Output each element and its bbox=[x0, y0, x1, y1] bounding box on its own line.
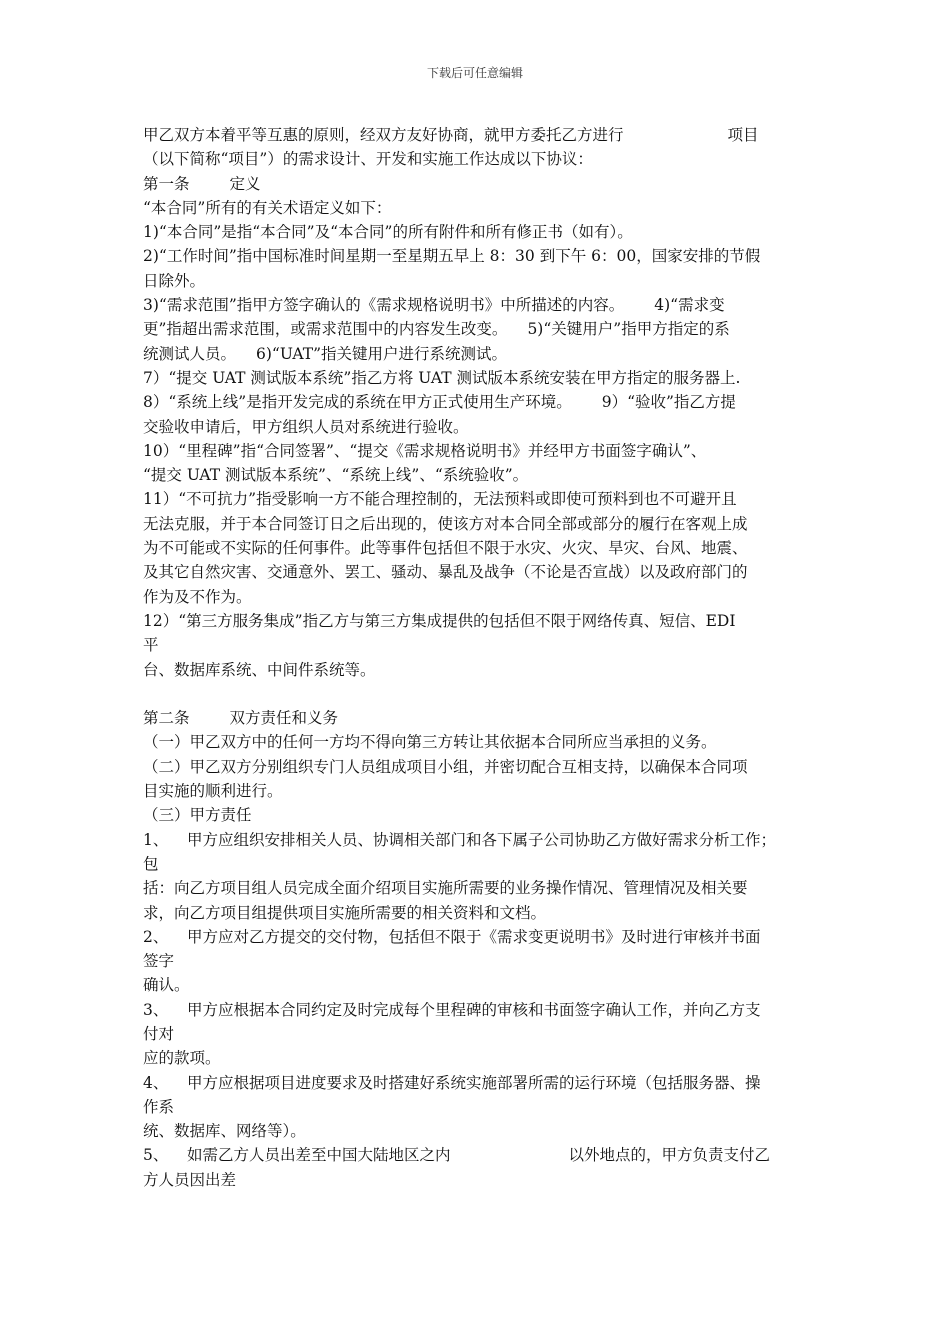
definition-line: 日除外。 bbox=[143, 271, 206, 290]
item-text: 甲方应根据项目进度要求及时搭建好系统实施部署所需的运行环境（包括服务器、操 bbox=[187, 1073, 761, 1092]
definition-line bbox=[143, 293, 811, 317]
definition-text: 3)“需求范围”指甲方签字确认的《需求规格说明书》中所描述的内容。 bbox=[143, 296, 625, 315]
item-number: 2、 bbox=[143, 927, 169, 946]
list-item-cont: 方人员因出差 bbox=[143, 1170, 237, 1189]
list-item-cont: 作系 bbox=[143, 1097, 175, 1116]
list-item bbox=[143, 1071, 811, 1095]
item-number: 5、 bbox=[143, 1146, 169, 1165]
item-text: 如需乙方人员出差至中国大陆地区之内 bbox=[187, 1146, 451, 1165]
list-item-cont: 签字 bbox=[143, 952, 175, 971]
article-heading bbox=[143, 706, 811, 730]
list-item bbox=[143, 998, 811, 1022]
definition-line: 1)“本合同”是指“本合同”及“本合同”的所有附件和所有修正书（如有）。 bbox=[143, 223, 633, 242]
definition-line: “提交 UAT 测试版本系统”、“系统上线”、“系统验收”。 bbox=[143, 466, 529, 485]
definition-line: 作为及不作为。 bbox=[143, 587, 252, 606]
definition-text: 6)“UAT”指关键用户进行系统测试。 bbox=[256, 344, 508, 363]
item-number: 1、 bbox=[143, 830, 169, 849]
definition-text: 4)“需求变 bbox=[654, 296, 725, 315]
definition-line: 及其它自然灾害、交通意外、罢工、骚动、暴乱及战争（不论是否宣战）以及政府部门的 bbox=[143, 563, 748, 582]
definition-line: 7）“提交 UAT 测试版本系统”指乙方将 UAT 测试版本系统安装在甲方指定的服务器上. bbox=[143, 368, 741, 387]
definition-text: 统测试人员。 bbox=[143, 344, 237, 363]
article-number: 第一条 bbox=[143, 174, 190, 193]
definition-line: 2)“工作时间”指中国标准时间星期一至星期五早上 8：30 到下午 6：00，国家安排的节假 bbox=[143, 247, 761, 266]
list-item-cont: 求，向乙方项目组提供项目实施所需要的相关资料和文档。 bbox=[143, 903, 547, 922]
paragraph-line: 目实施的顺利进行。 bbox=[143, 782, 283, 801]
list-item-cont: 括：向乙方项目组人员完成全面介绍项目实施所需要的业务操作情况、管理情况及相关要 bbox=[143, 879, 748, 898]
definition-line: 平 bbox=[143, 636, 159, 655]
list-item-cont: 付对 bbox=[143, 1024, 175, 1043]
definition-line: 10）“里程碑”指“合同签署”、“提交《需求规格说明书》并经甲方书面签字确认”、 bbox=[143, 441, 707, 460]
definition-line: 无法克服，并于本合同签订日之后出现的，使该方对本合同全部或部分的履行在客观上成 bbox=[143, 514, 748, 533]
definition-line: 为不可能或不实际的任何事件。此等事件包括但不限于水灾、火灾、旱灾、台风、地震、 bbox=[143, 539, 748, 558]
definition-text: 5)“关键用户”指甲方指定的系 bbox=[527, 320, 730, 339]
item-text: 以外地点的，甲方负责支付乙 bbox=[568, 1146, 771, 1165]
list-item-cont: 包 bbox=[143, 854, 159, 873]
paragraph-line: （二）甲乙双方分别组织专门人员组成项目小组，并密切配合互相支持，以确保本合同项 bbox=[143, 757, 748, 776]
definition-line bbox=[143, 390, 811, 414]
contract-body bbox=[143, 123, 811, 1192]
definition-line bbox=[143, 342, 811, 366]
item-text: 甲方应根据本合同约定及时完成每个里程碑的审核和书面签字确认工作，并向乙方支 bbox=[187, 1000, 761, 1019]
blank-line bbox=[143, 682, 811, 706]
article-title: 双方责任和义务 bbox=[229, 709, 339, 728]
item-text: 甲方应对乙方提交的交付物，包括但不限于《需求变更说明书》及时进行审核并书面 bbox=[187, 927, 761, 946]
paragraph-line: （一）甲乙双方中的任何一方均不得向第三方转让其依据本合同所应当承担的义务。 bbox=[143, 733, 717, 752]
paragraph-line: “本合同”所有的有关术语定义如下： bbox=[143, 198, 392, 217]
page-header: 下载后可任意编辑 bbox=[426, 66, 523, 80]
intro-text: 项目 bbox=[727, 126, 759, 144]
list-item-cont: 确认。 bbox=[143, 976, 190, 995]
list-item-cont: 应的款项。 bbox=[143, 1049, 221, 1068]
definition-line bbox=[143, 317, 811, 341]
list-item bbox=[143, 828, 811, 852]
definition-text: 更”指超出需求范围，或需求范围中的内容发生改变。 bbox=[143, 320, 508, 339]
definition-line: 交验收申请后，甲方组织人员对系统进行验收。 bbox=[143, 417, 469, 436]
intro-line bbox=[143, 123, 811, 147]
intro-text: 甲乙双方本着平等互惠的原则，经双方友好协商，就甲方委托乙方进行 bbox=[143, 126, 624, 144]
item-number: 4、 bbox=[143, 1073, 169, 1092]
article-title: 定义 bbox=[229, 174, 261, 193]
article-number: 第二条 bbox=[143, 709, 190, 728]
definition-line: 台、数据库系统、中间件系统等。 bbox=[143, 660, 376, 679]
item-number: 3、 bbox=[143, 1000, 169, 1019]
item-text: 甲方应组织安排相关人员、协调相关部门和各下属子公司协助乙方做好需求分析工作； bbox=[187, 830, 777, 849]
article-heading bbox=[143, 172, 811, 196]
definition-text: 8）“系统上线”是指开发完成的系统在甲方正式使用生产环境。 bbox=[143, 393, 572, 412]
definition-line: 12）“第三方服务集成”指乙方与第三方集成提供的包括但不限于网络传真、短信、EDI bbox=[143, 611, 736, 630]
list-item-cont: 统、数据库、网络等）。 bbox=[143, 1122, 306, 1141]
list-item bbox=[143, 925, 811, 949]
definition-line: 11）“不可抗力”指受影响一方不能合理控制的，无法预料或即使可预料到也不可避开且 bbox=[143, 490, 737, 509]
intro-line: （以下简称“项目”）的需求设计、开发和实施工作达成以下协议： bbox=[143, 150, 593, 169]
definition-text: 9）“验收”指乙方提 bbox=[601, 393, 736, 412]
list-item bbox=[143, 1143, 811, 1167]
subsection-heading: （三）甲方责任 bbox=[143, 806, 252, 825]
